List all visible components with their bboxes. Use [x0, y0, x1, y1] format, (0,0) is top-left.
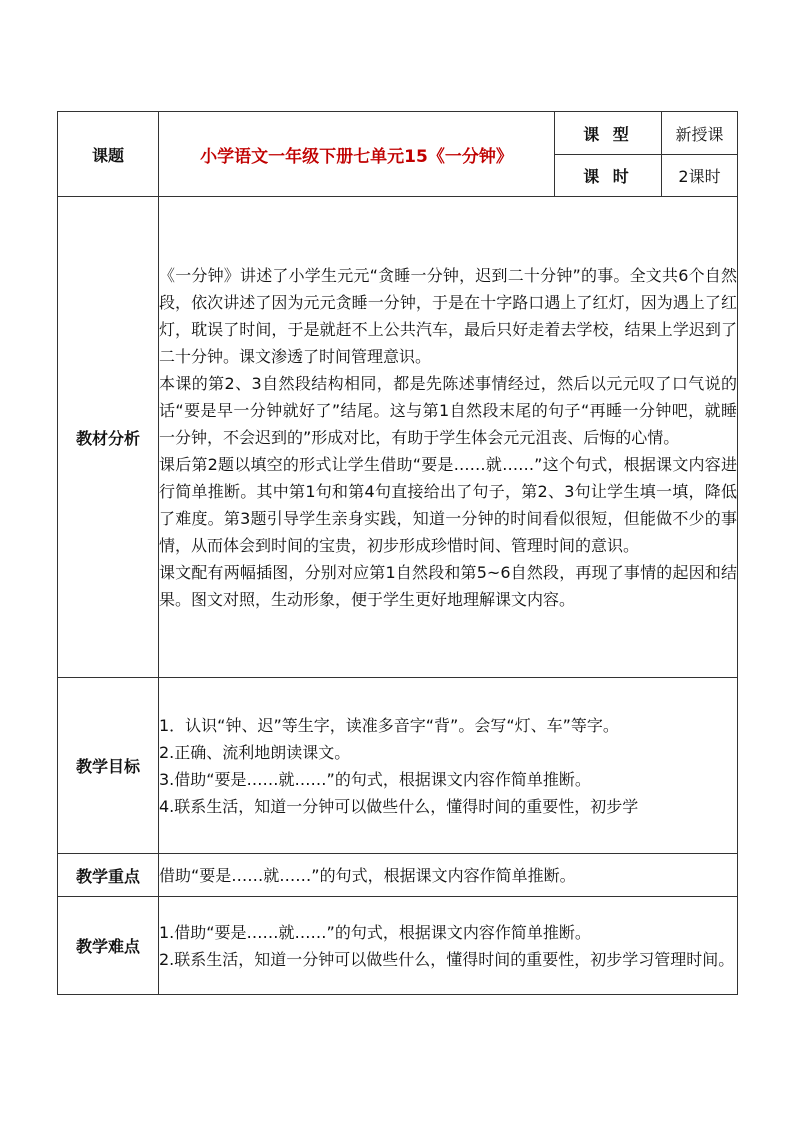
objective-item: 1．认识“钟、迟”等生字，读准多音字“背”。会写“灯、车”等字。 — [159, 715, 619, 735]
objectives-content — [159, 678, 738, 854]
lesson-type-value: 新授课 — [662, 112, 738, 155]
analysis-paragraph: 课后第2题以填空的形式让学生借助“要是……就……”这个句式，根据课文内容进行简单推断。其中第1句和第4句直接给出了句子，第2、3句让学生填一填，降低了难度。第3题引导学生亲身实践，知道一分钟的时间看似很短，但能做不少的事情，从而体会到时间的宝贵，初步形成珍惜时间、管理时间的意识。 — [159, 454, 737, 555]
topic-label: 课题 — [58, 112, 159, 197]
objective-item: 3.借助“要是……就……”的句式，根据课文内容作简单推断。 — [159, 769, 591, 789]
analysis-paragraph: 本课的第2、3自然段结构相同，都是先陈述事情经过，然后以元元叹了口气说的话“要是早一分钟就好了”结尾。这与第1自然段末尾的句子“再睡一分钟吧，就睡一分钟，不会迟到的”形成对比，有助于学生体会元元沮丧、后悔的心情。 — [159, 373, 737, 447]
lesson-type-label: 课 型 — [555, 112, 662, 155]
objectives-label: 教学目标 — [58, 678, 159, 854]
lesson-hours-value: 2课时 — [662, 155, 738, 197]
difficulties-content — [159, 897, 738, 995]
analysis-content — [159, 197, 738, 678]
key-points-content — [159, 854, 738, 897]
key-point-text: 借助“要是……就……”的句式，根据课文内容作简单推断。 — [159, 865, 576, 885]
lesson-title: 小学语文一年级下册七单元15《一分钟》 — [159, 112, 555, 197]
header-row-1 — [58, 112, 738, 155]
analysis-label: 教材分析 — [58, 197, 159, 678]
difficulties-label: 教学难点 — [58, 897, 159, 995]
difficulty-item: 2.联系生活，知道一分钟可以做些什么，懂得时间的重要性，初步学习管理时间。 — [159, 949, 735, 969]
analysis-row — [58, 197, 738, 678]
lesson-plan-table — [57, 111, 738, 995]
lesson-plan-page — [57, 111, 737, 995]
analysis-paragraph: 《一分钟》讲述了小学生元元“贪睡一分钟，迟到二十分钟”的事。全文共6个自然段，依次讲述了因为元元贪睡一分钟，于是在十字路口遇上了红灯，因为遇上了红灯，耽误了时间，于是就赶不上公共汽车，最后只好走着去学校，结果上学迟到了二十分钟。课文渗透了时间管理意识。 — [159, 265, 737, 366]
lesson-hours-label: 课 时 — [555, 155, 662, 197]
key-points-row — [58, 854, 738, 897]
key-points-label: 教学重点 — [58, 854, 159, 897]
objective-item: 2.正确、流利地朗读课文。 — [159, 742, 351, 762]
objectives-row — [58, 678, 738, 854]
difficulty-item: 1.借助“要是……就……”的句式，根据课文内容作简单推断。 — [159, 922, 591, 942]
objective-item: 4.联系生活，知道一分钟可以做些什么，懂得时间的重要性，初步学 — [159, 796, 639, 816]
difficulties-row — [58, 897, 738, 995]
analysis-paragraph: 课文配有两幅插图，分别对应第1自然段和第5~6自然段，再现了事情的起因和结果。图文对照，生动形象，便于学生更好地理解课文内容。 — [159, 562, 737, 609]
